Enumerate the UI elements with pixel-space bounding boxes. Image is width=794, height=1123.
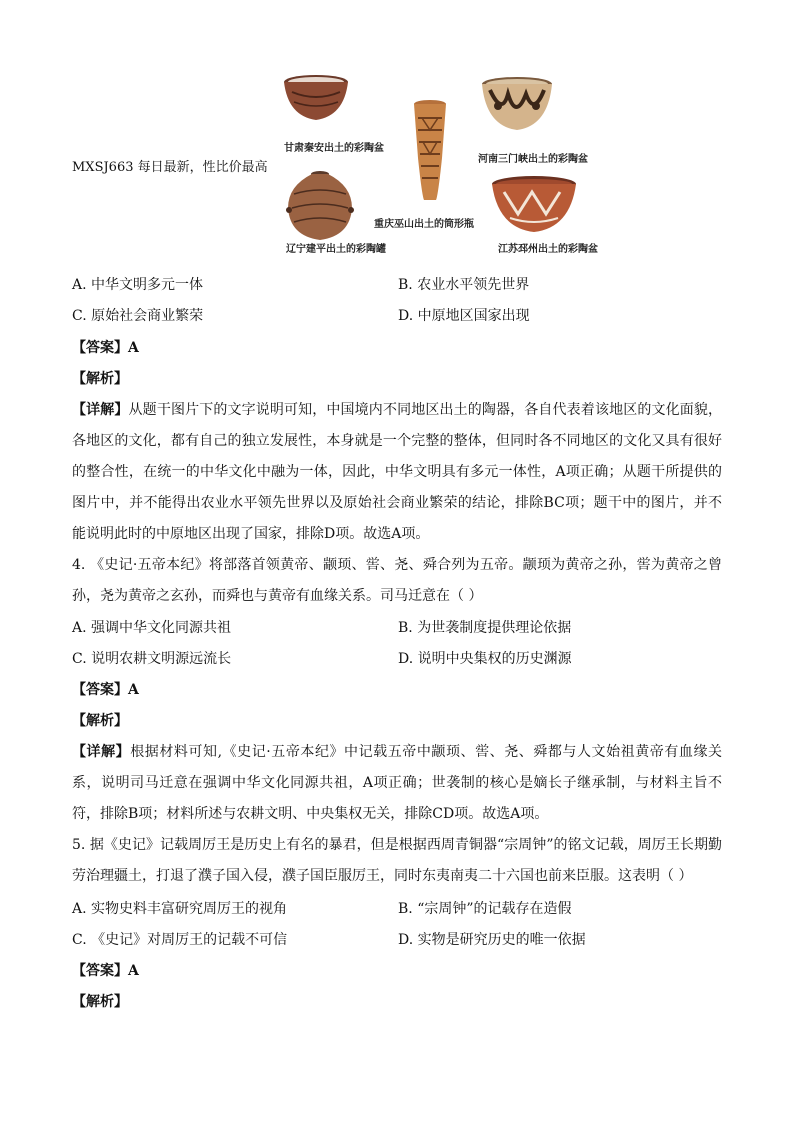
caption-jiangsu: 江苏邳州出土的彩陶盆 (498, 244, 598, 255)
q3-option-a: A. 中华文明多元一体 (72, 277, 204, 293)
q3-option-d: D. 中原地区国家出现 (398, 308, 530, 324)
q5-option-c: C. 《史记》对周厉王的记载不可信 (72, 932, 288, 948)
caption-liaoning: 辽宁建平出土的彩陶罐 (286, 244, 386, 255)
q3-detail (72, 395, 722, 550)
q3-option-b: B. 农业水平领先世界 (398, 277, 530, 293)
q4-detail-text: 根据材料可知,《史记·五帝本纪》中记载五帝中颛顼、喾、尧、舜都与人文始祖黄帝有血缘关系，说明司马迁意在强调中华文化同源共祖，A项正确；世袭制的核心是嫡长子继承制，与材料主旨不符，排除B项；材料所述与农耕文明、中央集权无关，排除CD项。故选A项。 (72, 744, 722, 822)
caption-gansu: 甘肃秦安出土的彩陶盆 (284, 143, 384, 154)
jiangsu-basin-image (492, 176, 576, 232)
q3-answer: 【答案】A (72, 340, 139, 356)
q4-option-d: D. 说明中央集权的历史渊源 (398, 651, 572, 667)
caption-chongqing: 重庆巫山出土的筒形瓶 (374, 219, 474, 230)
q5-answer: 【答案】A (72, 963, 139, 979)
q4-detail (72, 737, 722, 830)
q4-detail-label: 【详解】 (72, 744, 131, 760)
caption-henan: 河南三门峡出土的彩陶盆 (478, 154, 588, 165)
q4-stem: 4. 《史记·五帝本纪》将部落首领黄帝、颛顼、喾、尧、舜合列为五帝。颛顼为黄帝之孙，喾为黄帝之曾孙，尧为黄帝之玄孙，而舜也与黄帝有血缘关系。司马迁意在（ ） (72, 557, 722, 604)
q5-analysis-label: 【解析】 (72, 994, 128, 1010)
watermark-text: MXSJ663 每日最新，性比价最高 (72, 160, 268, 175)
q5-stem: 5. 据《史记》记载周厉王是历史上有名的暴君，但是根据西周青铜器“宗周钟”的铭文记载，周厉王长期勤劳治理疆土，打退了濮子国入侵，濮子国臣服厉王，同时东夷南夷二十六国也前来臣服。这表明（ ） (72, 837, 722, 884)
q4-option-a: A. 强调中华文化同源共祖 (72, 620, 232, 636)
pottery-figure (272, 68, 624, 260)
q3-detail-label: 【详解】 (72, 402, 129, 418)
liaoning-jar-image (286, 171, 354, 240)
henan-basin-image (482, 77, 552, 130)
q5-option-d: D. 实物是研究历史的唯一依据 (398, 932, 586, 948)
q4-option-b: B. 为世袭制度提供理论依据 (398, 620, 572, 636)
q3-option-c: C. 原始社会商业繁荣 (72, 308, 204, 324)
q4-answer: 【答案】A (72, 682, 139, 698)
q3-analysis-label: 【解析】 (72, 371, 128, 387)
gansu-basin-image (284, 75, 348, 120)
q5-option-b: B. “宗周钟”的记载存在造假 (398, 901, 572, 917)
chongqing-vase-image (414, 100, 446, 200)
q5-option-a: A. 实物史料丰富研究周厉王的视角 (72, 901, 288, 917)
q3-detail-text: 从题干图片下的文字说明可知，中国境内不同地区出土的陶器，各自代表着该地区的文化面貌，各地区的文化，都有自己的独立发展性，本身就是一个完整的整体，但同时各不同地区的文化又具有很好的整合性，在统一的中华文化中融为一体，因此，中华文明具有多元一体性，A项正确；从题干所提供的图片中，并不能得出农业水平领先世界以及原始社会商业繁荣的结论，排除BC项；题干中的图片，并不能说明此时的中原地区出现了国家，排除D项。故选A项。 (72, 402, 723, 542)
q4-analysis-label: 【解析】 (72, 713, 128, 729)
q4-option-c: C. 说明农耕文明源远流长 (72, 651, 232, 667)
